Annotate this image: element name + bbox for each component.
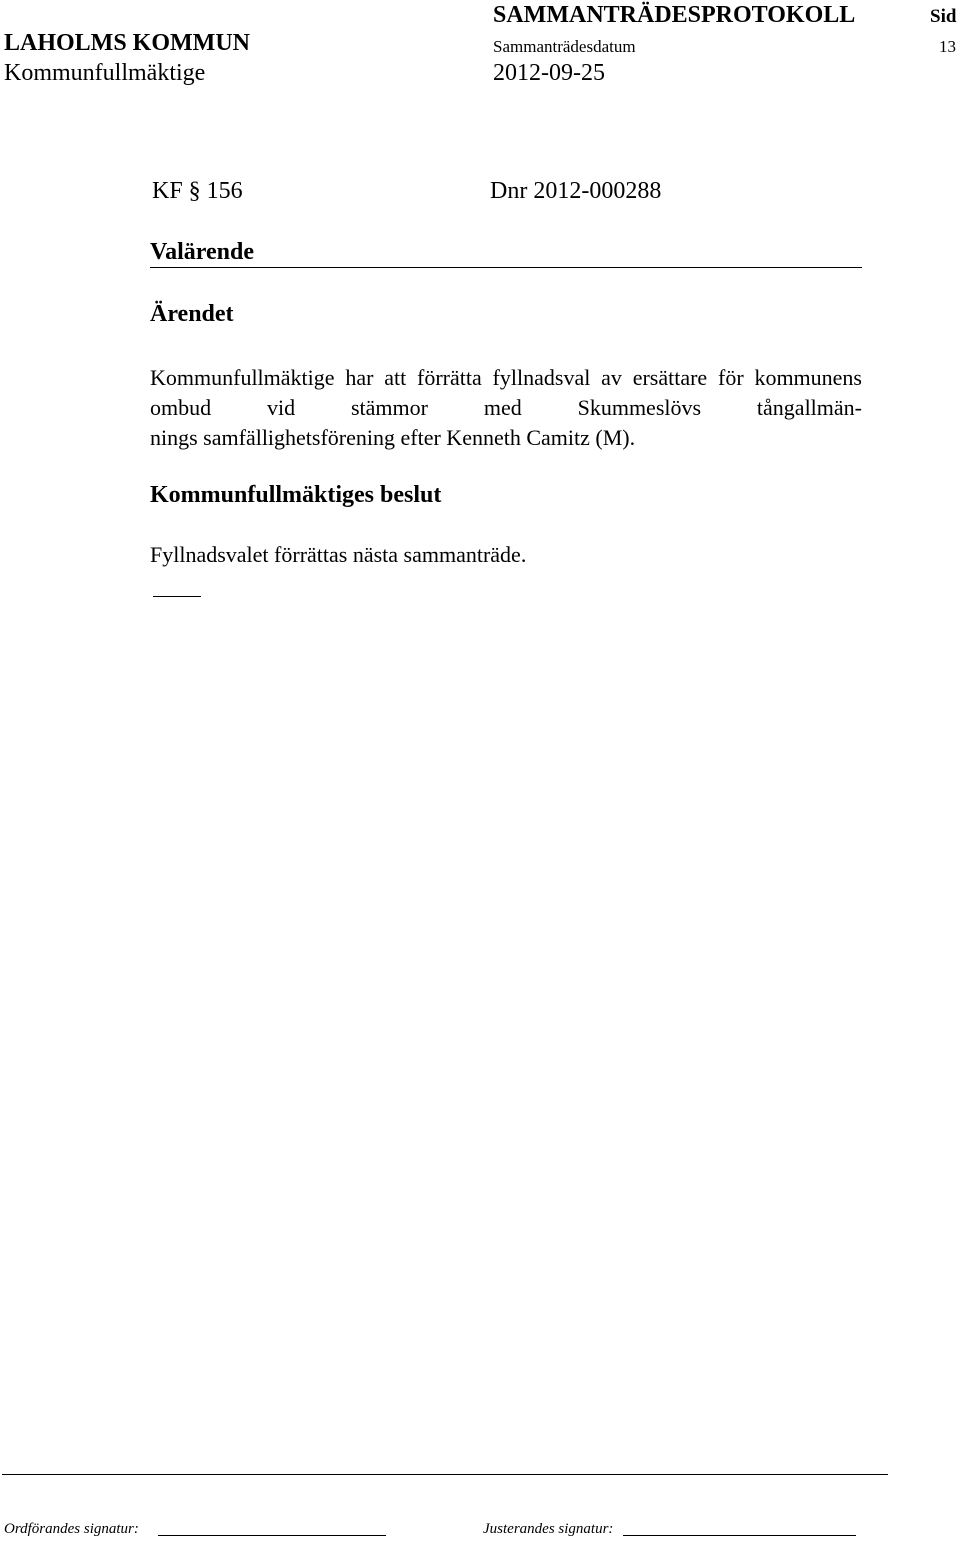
page-number: 13 — [939, 37, 956, 56]
arendet-text — [150, 363, 862, 453]
footer-divider — [2, 1474, 888, 1475]
page-label: Sid — [930, 6, 957, 27]
section-heading-beslut: Kommunfullmäktiges beslut — [150, 482, 442, 508]
municipality-name: LAHOLMS KOMMUN — [4, 30, 250, 56]
chair-signature-line — [158, 1535, 386, 1536]
adjuster-signature-line — [623, 1535, 856, 1536]
adjuster-signature-label: Justerandes signatur: — [483, 1521, 614, 1537]
decision-text: Fyllnadsvalet förrättas nästa sammanträde. — [150, 542, 527, 567]
paragraph-number: KF § 156 — [152, 178, 243, 204]
meeting-date: 2012-09-25 — [493, 60, 605, 86]
arendet-text-line: Kommunfullmäktige har att förrätta fyllnadsval av ersättare för kommunens ombud vid stämmor med Skummeslövs tångallmän- — [150, 365, 862, 420]
end-of-paragraph-rule — [153, 596, 201, 597]
meeting-date-label: Sammanträdesdatum — [493, 37, 636, 56]
section-heading-arendet: Ärendet — [150, 301, 234, 327]
arendet-text-line: nings samfällighetsförening efter Kenneth Camitz (M). — [150, 425, 636, 450]
document-type: SAMMANTRÄDESPROTOKOLL — [493, 2, 856, 28]
registration-number: Dnr 2012-000288 — [490, 178, 662, 204]
governing-body: Kommunfullmäktige — [4, 60, 206, 86]
chair-signature-label: Ordförandes signatur: — [4, 1521, 139, 1537]
paragraph-title: Valärende — [150, 239, 255, 265]
title-underline — [150, 267, 862, 268]
